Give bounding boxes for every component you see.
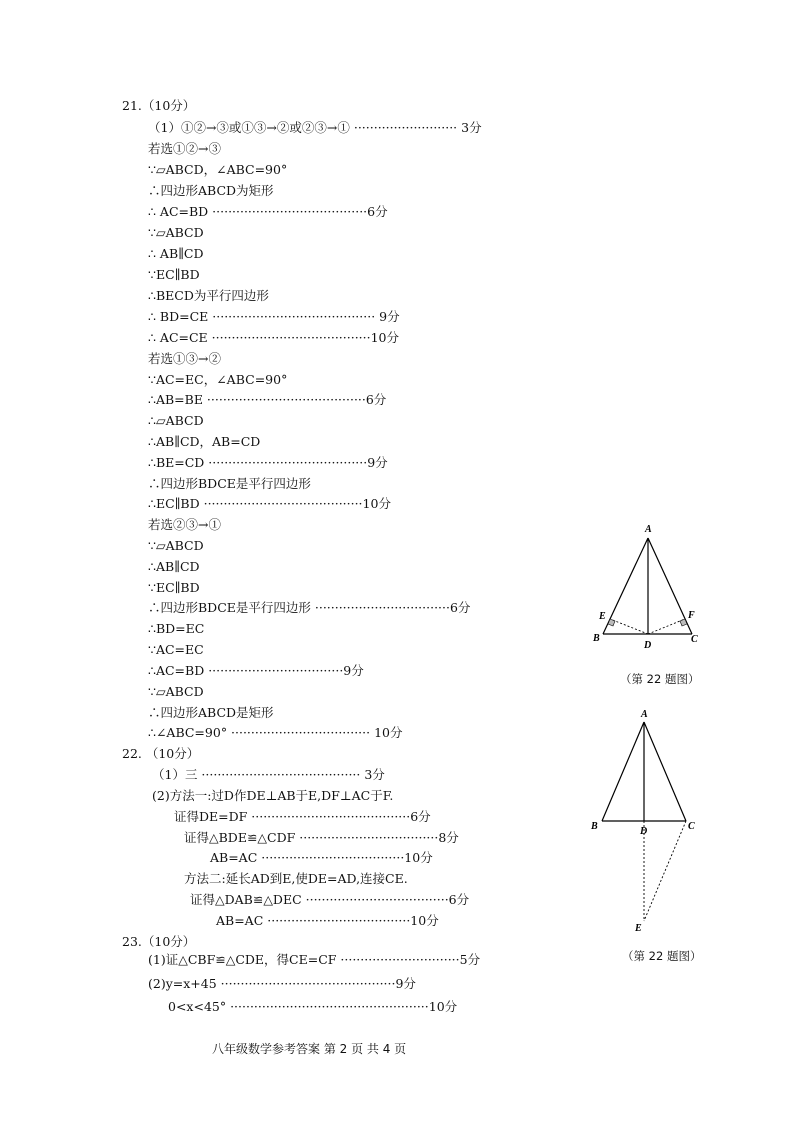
vertex-label-d: D <box>640 826 648 837</box>
answer-line: (1)证△CBF≌△CDE，得CE=CF ······························5分 <box>148 952 481 967</box>
answer-line: ∴∠ABC=90° ··································· 10分 <box>148 725 403 740</box>
answer-line: AB=AC ····································10分 <box>210 850 433 865</box>
vertex-label-f: F <box>688 610 695 621</box>
answer-line: ∵AC=EC，∠ABC=90° <box>148 372 288 387</box>
vertex-label-a: A <box>645 524 652 535</box>
answer-line: ∵▱ABCD <box>148 684 204 699</box>
answer-line: ∴EC∥BD ········································10分 <box>148 496 391 511</box>
figure-22-diagram-2 <box>586 705 706 937</box>
answer-line: ∴ AC=CE ········································10分 <box>148 330 399 345</box>
answer-line: AB=AC ····································10分 <box>216 913 439 928</box>
answer-line: ∴▱ABCD <box>148 413 204 428</box>
vertex-label-c: C <box>688 821 695 832</box>
answer-line: 若选①②→③ <box>148 141 221 156</box>
answer-line: ∴四边形ABCD为矩形 <box>148 183 274 198</box>
answer-line: 若选②③→① <box>148 517 221 532</box>
answer-line: （1）①②→③或①③→②或②③→① ·························· 3分 <box>148 120 482 135</box>
answer-line: ∴BECD为平行四边形 <box>148 288 269 303</box>
answer-line: 0<x<45° ··················································10分 <box>168 999 458 1014</box>
answer-line: 证得△DAB≌△DEC ····································6分 <box>190 892 470 907</box>
page-footer: 八年级数学参考答案 第 2 页 共 4 页 <box>212 1042 407 1056</box>
vertex-label-c: C <box>691 634 698 645</box>
vertex-label-b: B <box>593 633 600 644</box>
figure-caption-2: （第 22 题图） <box>622 949 702 963</box>
question-22-header: 22. （10分） <box>122 746 200 761</box>
answer-line: ∴AC=BD ··································9分 <box>148 663 364 678</box>
answer-line: ∴AB=BE ········································6分 <box>148 392 387 407</box>
vertex-label-d: D <box>644 640 652 651</box>
answer-line: ∵▱ABCD <box>148 225 204 240</box>
answer-line: ∴ AB∥CD <box>148 246 204 261</box>
answer-line: ∵EC∥BD <box>148 580 200 595</box>
vertex-label-b: B <box>591 821 598 832</box>
answer-line: (2)方法一:过D作DE⊥AB于E,DF⊥AC于F. <box>152 788 394 803</box>
answer-line: ∴ BD=CE ········································· 9分 <box>148 309 400 324</box>
answer-line: ∵AC=EC <box>148 642 204 657</box>
answer-line: （1）三 ········································ 3分 <box>152 767 385 782</box>
answer-line: ∴四边形BDCE是平行四边形 <box>148 476 311 491</box>
vertex-label-e: E <box>599 611 606 622</box>
answer-line: 方法二:延长AD到E,使DE=AD,连接CE. <box>184 871 408 886</box>
figure-22-diagram-1 <box>588 518 708 653</box>
answer-line: ∵▱ABCD <box>148 538 204 553</box>
figure-caption-1: （第 22 题图） <box>620 672 700 686</box>
answer-line: 证得DE=DF ········································6分 <box>174 809 431 824</box>
answer-line: ∵EC∥BD <box>148 267 200 282</box>
vertex-label-a: A <box>641 709 648 720</box>
answer-line: ∴BD=EC <box>148 621 205 636</box>
answer-line: ∴四边形ABCD是矩形 <box>148 705 274 720</box>
answer-line: ∴ AC=BD ·······································6分 <box>148 204 388 219</box>
answer-line: 证得△BDE≌△CDF ···································8分 <box>184 830 459 845</box>
vertex-label-e: E <box>635 923 642 934</box>
answer-line: 若选①③→② <box>148 351 221 366</box>
question-21-header: 21.（10分） <box>122 98 196 113</box>
answer-line: ∴四边形BDCE是平行四边形 ··································6分 <box>148 600 471 615</box>
answer-line: ∴BE=CD ········································9分 <box>148 455 388 470</box>
answer-line: ∴AB∥CD，AB=CD <box>148 434 261 449</box>
answer-line: ∵▱ABCD，∠ABC=90° <box>148 162 288 177</box>
answer-line: (2)y=x+45 ············································9分 <box>148 976 416 991</box>
question-23-header: 23.（10分） <box>122 934 196 949</box>
answer-line: ∴AB∥CD <box>148 559 200 574</box>
